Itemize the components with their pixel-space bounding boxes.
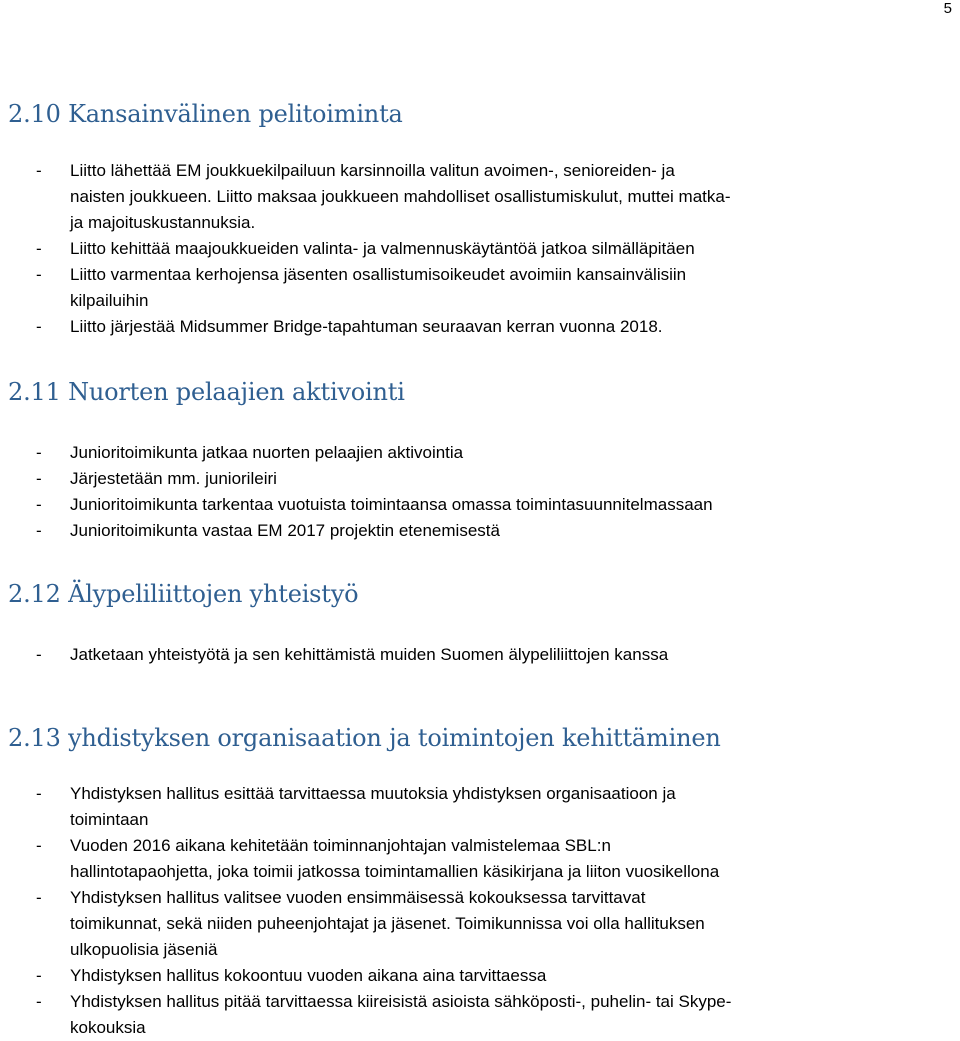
list-item bbox=[0, 158, 950, 236]
dash-bullet: - bbox=[36, 469, 42, 488]
list-item-line: Liitto järjestää Midsummer Bridge-tapahtuman seuraavan kerran vuonna 2018. bbox=[70, 317, 663, 336]
list-item bbox=[0, 781, 950, 833]
list-item-line: toimintaan bbox=[70, 810, 149, 829]
list-item-line: Järjestetään mm. juniorileiri bbox=[70, 469, 277, 488]
dash-bullet: - bbox=[36, 239, 42, 258]
section-heading: 2.13 yhdistyksen organisaation ja toimintojen kehittäminen bbox=[8, 724, 721, 752]
list-item-line: Liitto lähettää EM joukkuekilpailuun karsinnoilla valitun avoimen-, senioreiden- ja bbox=[70, 161, 675, 180]
list-item-line: Junioritoimikunta jatkaa nuorten pelaajien aktivointia bbox=[70, 443, 464, 462]
list-item-line: Yhdistyksen hallitus pitää tarvittaessa kiireisistä asioista sähköposti-, puhelin- tai Skype- bbox=[70, 992, 732, 1011]
list-item bbox=[0, 262, 950, 314]
dash-bullet: - bbox=[36, 888, 42, 907]
section-heading: 2.11 Nuorten pelaajien aktivointi bbox=[8, 378, 405, 406]
list-item-line: toimikunnat, sekä niiden puheenjohtajat ja jäsenet. Toimikunnissa voi olla hallituksen bbox=[70, 914, 705, 933]
list-item bbox=[0, 492, 950, 518]
dash-bullet: - bbox=[36, 443, 42, 462]
list-item bbox=[0, 833, 950, 885]
list-item bbox=[0, 963, 950, 989]
dash-bullet: - bbox=[36, 317, 42, 336]
list-item-line: ja majoituskustannuksia. bbox=[70, 213, 256, 232]
list-item bbox=[0, 466, 950, 492]
bullet-list bbox=[0, 158, 950, 340]
bullet-list bbox=[0, 440, 950, 544]
bullet-list bbox=[0, 781, 950, 1041]
dash-bullet: - bbox=[36, 836, 42, 855]
list-item bbox=[0, 314, 950, 340]
dash-bullet: - bbox=[36, 161, 42, 180]
list-item-line: Yhdistyksen hallitus esittää tarvittaessa muutoksia yhdistyksen organisaatioon ja bbox=[70, 784, 676, 803]
dash-bullet: - bbox=[36, 265, 42, 284]
list-item-line: Liitto kehittää maajoukkueiden valinta- ja valmennuskäytäntöä jatkoa silmälläpitäen bbox=[70, 239, 695, 258]
dash-bullet: - bbox=[36, 784, 42, 803]
page-number: 5 bbox=[943, 0, 952, 17]
dash-bullet: - bbox=[36, 966, 42, 985]
list-item bbox=[0, 236, 950, 262]
list-item-line: Yhdistyksen hallitus kokoontuu vuoden aikana aina tarvittaessa bbox=[70, 966, 547, 985]
section-heading: 2.12 Älypeliliittojen yhteistyö bbox=[8, 580, 359, 608]
list-item-line: Jatketaan yhteistyötä ja sen kehittämistä muiden Suomen älypeliliittojen kanssa bbox=[70, 645, 669, 664]
dash-bullet: - bbox=[36, 992, 42, 1011]
list-item-line: Yhdistyksen hallitus valitsee vuoden ensimmäisessä kokouksessa tarvittavat bbox=[70, 888, 646, 907]
list-item-line: hallintotapaohjetta, joka toimii jatkossa toimintamallien käsikirjana ja liiton vuosikellona bbox=[70, 862, 720, 881]
list-item-line: kilpailuihin bbox=[70, 291, 149, 310]
list-item bbox=[0, 440, 950, 466]
dash-bullet: - bbox=[36, 645, 42, 664]
list-item-line: Vuoden 2016 aikana kehitetään toiminnanjohtajan valmistelemaa SBL:n bbox=[70, 836, 611, 855]
list-item-line: naisten joukkueen. Liitto maksaa joukkueen mahdolliset osallistumiskulut, muttei matka- bbox=[70, 187, 731, 206]
list-item bbox=[0, 518, 950, 544]
list-item-line: Liitto varmentaa kerhojensa jäsenten osallistumisoikeudet avoimiin kansainvälisiin bbox=[70, 265, 687, 284]
list-item-line: ulkopuolisia jäseniä bbox=[70, 940, 218, 959]
list-item bbox=[0, 642, 950, 668]
dash-bullet: - bbox=[36, 495, 42, 514]
list-item-line: Junioritoimikunta vastaa EM 2017 projektin etenemisestä bbox=[70, 521, 500, 540]
list-item-line: kokouksia bbox=[70, 1018, 146, 1037]
dash-bullet: - bbox=[36, 521, 42, 540]
section-heading: 2.10 Kansainvälinen pelitoiminta bbox=[8, 100, 403, 128]
list-item bbox=[0, 885, 950, 963]
bullet-list bbox=[0, 642, 950, 668]
list-item bbox=[0, 989, 950, 1041]
list-item-line: Junioritoimikunta tarkentaa vuotuista toimintaansa omassa toimintasuunnitelmassaan bbox=[70, 495, 713, 514]
